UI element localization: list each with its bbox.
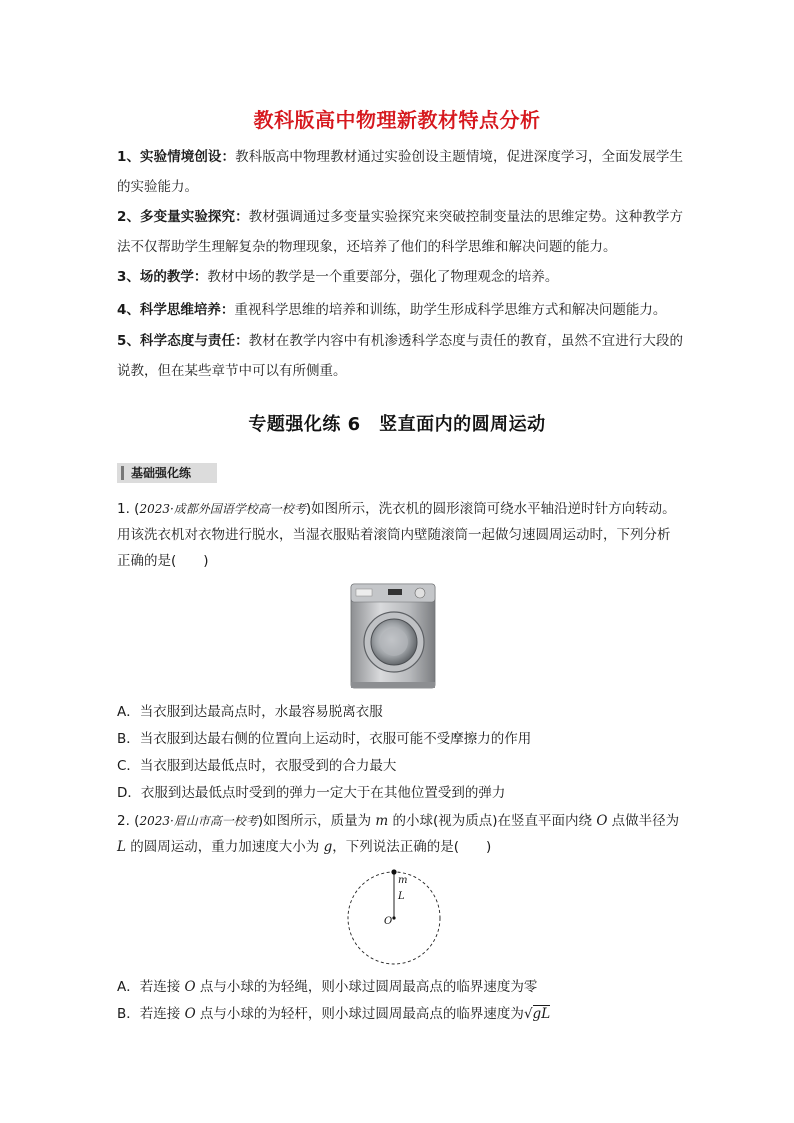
question-source: 2023·眉山市高一校考 <box>139 814 258 828</box>
question-text: 的小球(视为质点)在竖直平面内绕 <box>388 813 597 829</box>
sqrt-argument: gL <box>532 1006 551 1022</box>
question-1-option-c: C．当衣服到达最低点时，衣服受到的合力最大 <box>117 758 397 774</box>
question-2-stem <box>117 808 683 860</box>
page-title: 教科版高中物理新教材特点分析 <box>253 108 541 132</box>
question-text: 点做半径为 <box>607 813 680 829</box>
feature-text: 教材在教学内容中有机渗透科学态度与责任的教育，虽然不宜进行大段的说教，但在某些章节中可以有所侧重。 <box>117 333 683 379</box>
feature-label: 2、多变量实验探究： <box>117 209 249 225</box>
circular-motion-diagram <box>340 862 450 970</box>
feature-label: 3、场的教学： <box>117 269 208 285</box>
feature-text: 教科版高中物理教材通过实验创设主题情境，促进深度学习，全面发展学生的实验能力。 <box>117 149 683 195</box>
section-tag <box>117 463 217 483</box>
section-tag-label: 基础强化练 <box>131 466 192 480</box>
symbol-o: O <box>596 813 608 829</box>
feature-text: 教材强调通过多变量实验探究来突破控制变量法的思维定势。这种教学方法不仅帮助学生理解复杂的物理现象，还培养了他们的科学思维和解决问题的能力。 <box>117 209 683 255</box>
symbol-g: g <box>323 839 333 855</box>
sqrt-sign: √ <box>523 1006 533 1022</box>
symbol-o: O <box>184 979 196 995</box>
tag-bar <box>121 466 124 480</box>
question-1-stem <box>117 496 683 574</box>
section-title: 专题强化练 6 竖直面内的圆周运动 <box>248 414 546 435</box>
question-1-option-d: D．衣服到达最低点时受到的弹力一定大于在其他位置受到的弹力 <box>117 785 506 801</box>
feature-text: 教材中场的教学是一个重要部分，强化了物理观念的培养。 <box>207 269 559 285</box>
ball <box>391 869 396 874</box>
feature-5 <box>117 326 683 386</box>
question-text: 的圆周运动，重力加速度大小为 <box>125 839 324 855</box>
question-number: 2. ( <box>117 813 140 829</box>
option-text: 点与小球的为轻绳，则小球过圆周最高点的临界速度为零 <box>195 979 538 995</box>
feature-text: 重视科学思维的培养和训练，助学生形成科学思维方式和解决问题能力。 <box>234 302 667 318</box>
symbol-m: m <box>375 813 389 829</box>
center-label: O <box>384 916 393 927</box>
washing-machine-image <box>348 582 438 692</box>
question-text: )如图所示，质量为 <box>257 813 376 829</box>
feature-label: 5、科学态度与责任： <box>117 333 249 349</box>
length-label: L <box>398 891 405 902</box>
feature-label: 1、实验情境创设： <box>117 149 236 165</box>
mass-label: m <box>398 875 408 886</box>
feature-2 <box>117 202 683 262</box>
question-2-option-a <box>117 977 683 997</box>
question-text: ，下列说法正确的是( ) <box>332 839 492 855</box>
feature-4 <box>117 295 683 325</box>
option-text: B．若连接 <box>117 1006 185 1022</box>
symbol-l: L <box>117 839 126 855</box>
question-number: 1. ( <box>117 501 140 517</box>
option-text: A．若连接 <box>117 979 185 995</box>
question-2-option-b <box>117 1004 683 1024</box>
option-text: 点与小球的为轻杆，则小球过圆周最高点的临界速度为 <box>195 1006 524 1022</box>
question-1-option-b: B．当衣服到达最右侧的位置向上运动时，衣服可能不受摩擦力的作用 <box>117 731 532 747</box>
question-source: 2023·成都外国语学校高一校考 <box>139 502 306 516</box>
feature-1 <box>117 142 683 202</box>
question-text: )如图所示，洗衣机的圆形滚筒可绕水平轴沿逆时针方向转动。用该洗衣机对衣物进行脱水，当湿衣服贴着滚筒内壁随滚筒一起做匀速圆周运动时，下列分析正确的是( ) <box>117 501 676 569</box>
question-1-option-a: A．当衣服到达最高点时，水最容易脱离衣服 <box>117 704 383 720</box>
feature-3 <box>117 262 683 292</box>
feature-label: 4、科学思维培养： <box>117 302 235 318</box>
symbol-o: O <box>184 1006 196 1022</box>
center-point <box>392 916 395 919</box>
